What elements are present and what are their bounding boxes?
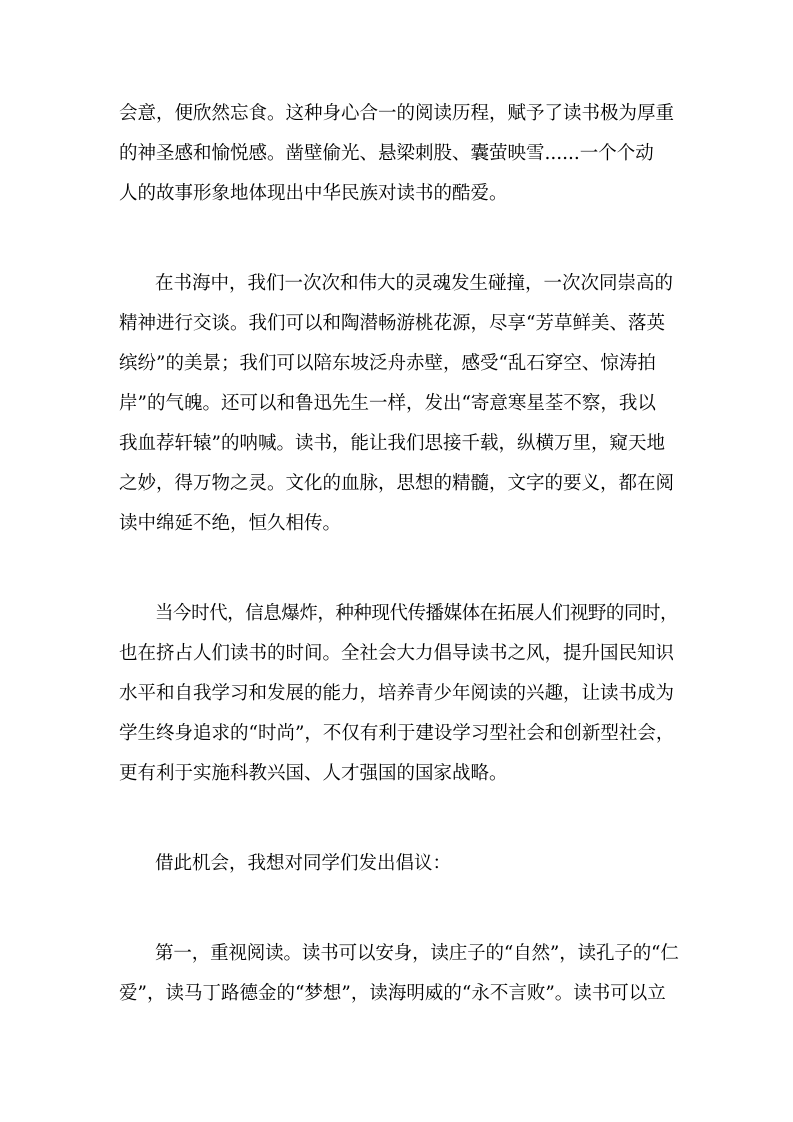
- paragraph-2-line-5: 我血荐轩辕”的呐喊。读书，能让我们思接千载，纵横万里，窥天地: [119, 433, 665, 454]
- paragraph-3-line-4: 学生终身追求的“时尚”，不仅有利于建设学习型社会和创新型社会，: [119, 723, 675, 744]
- paragraph-2-line-2: 精神进行交谈。我们可以和陶潜畅游桃花源，尽享“芳草鲜美、落英: [119, 313, 665, 334]
- paragraph-3-line-2: 也在挤占人们读书的时间。全社会大力倡导读书之风，提升国民知识: [119, 643, 675, 664]
- paragraph-1-line-1: 会意，便欣然忘食。这种身心合一的阅读历程，赋予了读书极为厚重: [119, 103, 675, 124]
- paragraph-2-line-6: 之妙，得万物之灵。文化的血脉，思想的精髓，文字的要义，都在阅: [119, 473, 675, 494]
- paragraph-2-line-7: 读中绵延不绝，恒久相传。: [119, 513, 342, 534]
- paragraph-2-line-1: 在书海中，我们一次次和伟大的灵魂发生碰撞，一次次同崇高的: [155, 273, 674, 294]
- paragraph-5-line-1: 第一，重视阅读。读书可以安身，读庄子的“自然”，读孔子的“仁: [155, 943, 679, 964]
- paragraph-3-line-1: 当今时代，信息爆炸，种种现代传播媒体在拓展人们视野的同时，: [155, 603, 679, 624]
- paragraph-2-line-3: 缤纷”的美景；我们可以陪东坡泛舟赤壁，感受“乱石穿空、惊涛拍: [119, 353, 656, 374]
- paragraph-3-line-3: 水平和自我学习和发展的能力，培养青少年阅读的兴趣，让读书成为: [119, 683, 675, 704]
- paragraph-1-line-3: 人的故事形象地体现出中华民族对读书的酷爱。: [119, 183, 508, 204]
- paragraph-2-line-4: 岸”的气魄。还可以和鲁迅先生一样，发出“寄意寒星荃不察，我以: [119, 393, 656, 414]
- paragraph-5-line-2: 爱”，读马丁路德金的“梦想”，读海明威的“永不言败”。读书可以立: [119, 983, 666, 1004]
- paragraph-3-line-5: 更有利于实施科教兴国、人才强国的国家战略。: [119, 763, 508, 784]
- paragraph-1-line-2: 的神圣感和愉悦感。凿壁偷光、悬梁刺股、囊萤映雪......一个个动: [119, 143, 654, 164]
- paragraph-4-line-1: 借此机会，我想对同学们发出倡议：: [155, 853, 452, 874]
